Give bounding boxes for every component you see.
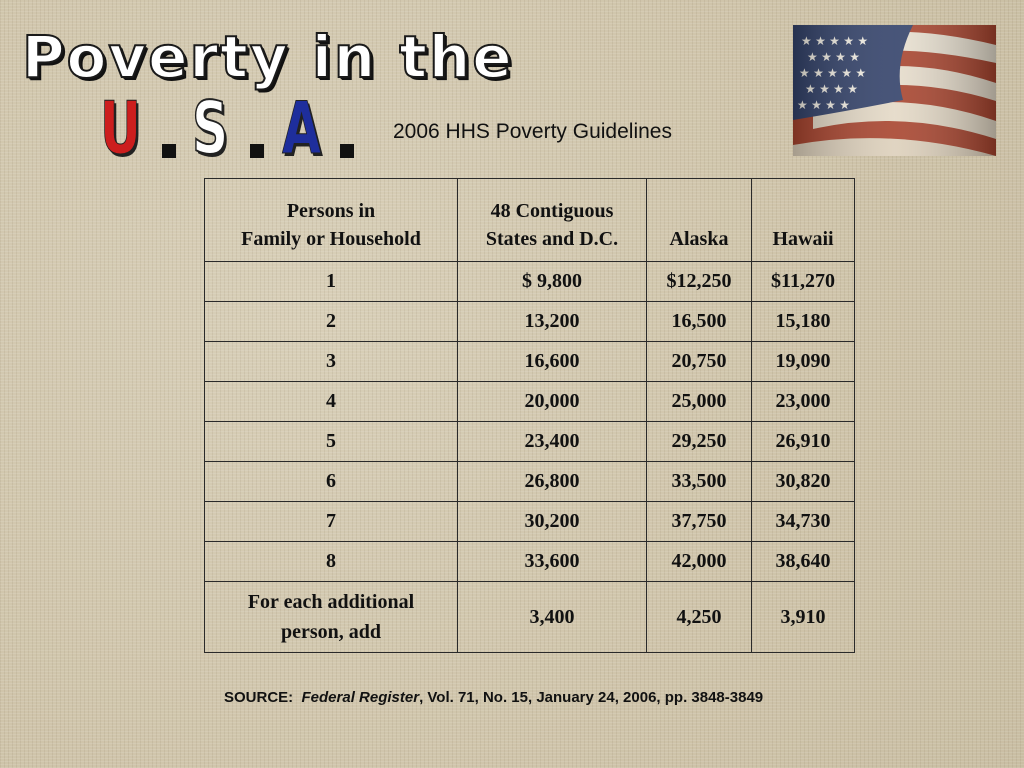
cell-contiguous: 3,400	[458, 582, 647, 653]
cell-alaska: 42,000	[647, 542, 752, 582]
source-prefix: SOURCE:	[224, 689, 294, 706]
header-contig-line1: 48 Contiguous	[490, 200, 614, 222]
table-row	[205, 422, 855, 462]
header-persons	[205, 179, 458, 262]
cell-persons: 6	[205, 462, 458, 502]
cell-hawaii: 3,910	[752, 582, 855, 653]
source-details: , Vol. 71, No. 15, January 24, 2006, pp. 3848-3849	[419, 689, 764, 706]
header-persons-line1: Persons in	[286, 200, 376, 222]
title-dot	[162, 144, 176, 158]
cell-persons: 5	[205, 422, 458, 462]
title-dot	[250, 144, 264, 158]
cell-contiguous: 13,200	[458, 302, 647, 342]
cell-alaska: 16,500	[647, 302, 752, 342]
table-row	[205, 262, 855, 302]
cell-persons: 1	[205, 262, 458, 302]
cell-persons: 8	[205, 542, 458, 582]
header-contig-line2: States and D.C.	[485, 228, 619, 250]
cell-persons: 2	[205, 302, 458, 342]
cell-alaska: 20,750	[647, 342, 752, 382]
table-row	[205, 342, 855, 382]
cell-persons: 3	[205, 342, 458, 382]
cell-alaska: 4,250	[647, 582, 752, 653]
cell-contiguous: 30,200	[458, 502, 647, 542]
table-row	[205, 542, 855, 582]
additional-label-line2: person, add	[280, 621, 382, 643]
cell-hawaii: 30,820	[752, 462, 855, 502]
table-row-additional	[205, 582, 855, 653]
cell-contiguous: $ 9,800	[458, 262, 647, 302]
cell-contiguous: 26,800	[458, 462, 647, 502]
american-flag-image	[793, 25, 996, 156]
cell-hawaii: 26,910	[752, 422, 855, 462]
cell-alaska: 33,500	[647, 462, 752, 502]
cell-persons: 4	[205, 382, 458, 422]
cell-hawaii: 38,640	[752, 542, 855, 582]
header-contiguous	[458, 179, 647, 262]
cell-contiguous: 20,000	[458, 382, 647, 422]
header-alaska: Alaska	[647, 179, 752, 262]
cell-contiguous: 16,600	[458, 342, 647, 382]
title-letter-a: A	[282, 86, 322, 170]
table-header-row	[205, 179, 855, 262]
cell-contiguous: 33,600	[458, 542, 647, 582]
additional-label-line1: For each additional	[247, 591, 415, 613]
source-citation	[224, 689, 763, 706]
table-row	[205, 302, 855, 342]
cell-alaska: $12,250	[647, 262, 752, 302]
title-poverty-in-the: Poverty in the	[22, 23, 514, 91]
title-letter-s: S	[192, 86, 229, 170]
title-letter-u: U	[100, 86, 141, 170]
header-persons-line2: Family or Household	[241, 228, 421, 250]
cell-hawaii: 19,090	[752, 342, 855, 382]
header-hawaii: Hawaii	[752, 179, 855, 262]
cell-hawaii: 23,000	[752, 382, 855, 422]
cell-additional-label	[205, 582, 458, 653]
table-row	[205, 462, 855, 502]
table-row	[205, 382, 855, 422]
cell-alaska: 37,750	[647, 502, 752, 542]
table-row	[205, 502, 855, 542]
source-publication: Federal Register	[301, 689, 420, 706]
cell-hawaii: $11,270	[752, 262, 855, 302]
title-dot	[340, 144, 354, 158]
cell-alaska: 25,000	[647, 382, 752, 422]
cell-hawaii: 15,180	[752, 302, 855, 342]
cell-persons: 7	[205, 502, 458, 542]
cell-contiguous: 23,400	[458, 422, 647, 462]
cell-alaska: 29,250	[647, 422, 752, 462]
subtitle: 2006 HHS Poverty Guidelines	[393, 120, 672, 143]
cell-hawaii: 34,730	[752, 502, 855, 542]
poverty-guidelines-table	[204, 178, 855, 653]
